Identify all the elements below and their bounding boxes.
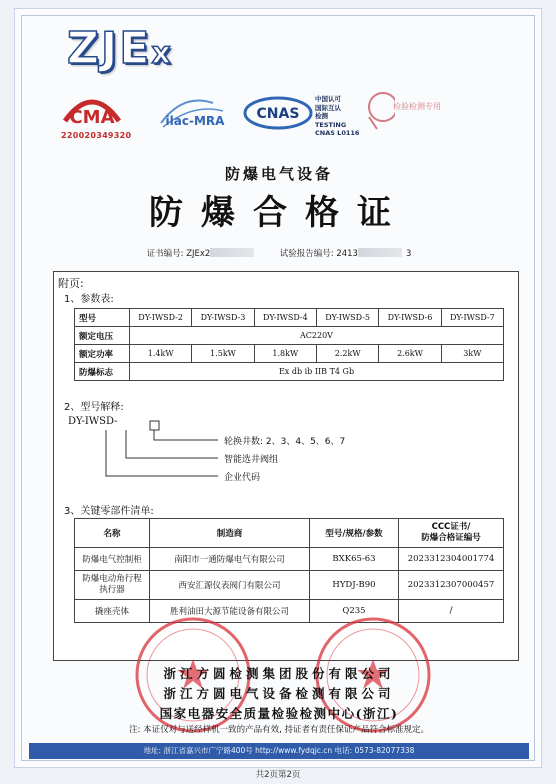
issuing-org-3: 国家电器安全质量检验检测中心(浙江) — [159, 706, 399, 721]
part-name: 防爆电动角行程 执行器 — [75, 571, 150, 600]
model-explanation-diagram — [68, 416, 368, 494]
svg-text:CMA: CMA — [69, 107, 115, 128]
model-bracket-lines — [68, 420, 368, 490]
part-name: 防爆电气控制柜 — [75, 548, 150, 571]
certificate-title: 防爆合格证 — [149, 193, 409, 233]
redaction — [358, 248, 402, 257]
svg-text:ilac-MRA: ilac-MRA — [165, 114, 225, 128]
power-cell: 2.6kW — [379, 345, 441, 363]
part-maker: 南阳市一通防爆电气有限公司 — [150, 548, 310, 571]
report-number-label: 试验报告编号: 2413 — [279, 249, 358, 259]
explanation-company-code: 企业代码 — [224, 473, 261, 483]
part-maker: 胜利油田大源节能设备有限公司 — [150, 600, 310, 623]
components-table — [74, 518, 504, 623]
model-cell: DY-IWSD-5 — [316, 309, 378, 327]
power-header: 额定功率 — [75, 345, 130, 363]
part-name: 撬座壳体 — [75, 600, 150, 623]
power-cell: 1.4kW — [130, 345, 192, 363]
ilac-mra-logo — [153, 93, 237, 141]
explanation-well-count: 轮换井数: 2、3、4、5、6、7 — [224, 437, 346, 447]
part-cert: / — [399, 600, 504, 623]
certificate-numbers — [15, 247, 542, 259]
table-row — [75, 571, 504, 600]
certificate-subtitle: 防爆电气设备 — [224, 165, 333, 183]
power-cell: 2.2kW — [316, 345, 378, 363]
report-number-tail: 3 — [405, 249, 412, 259]
cnas-logo — [243, 93, 313, 137]
table-row — [75, 309, 504, 327]
power-cell: 1.8kW — [254, 345, 316, 363]
section2-title: 2、型号解释: — [64, 402, 124, 413]
mark-header: 防爆标志 — [75, 363, 130, 381]
power-cell: 1.5kW — [192, 345, 254, 363]
issuing-org-1: 浙江方圆检测集团股份有限公司 — [163, 666, 395, 681]
svg-text:CNAS: CNAS — [256, 106, 300, 122]
col-header-model: 型号/规格/参数 — [310, 519, 399, 548]
cma-number: 220020349320 — [61, 131, 132, 140]
appendix-box — [53, 271, 519, 661]
explosion-mark-value: Ex db ib IIB T4 Gb — [130, 363, 504, 381]
parameter-table — [74, 308, 504, 381]
part-cert: 2023312307000457 — [399, 571, 504, 600]
issuing-org-2: 浙江方圆电气设备检测有限公司 — [163, 686, 395, 701]
address-bar: 地址: 浙江省嘉兴市广宁路400号 http://www.fydqjc.cn 电话: 0573-82077338 — [29, 743, 529, 759]
table-row — [75, 548, 504, 571]
cma-logo — [61, 89, 132, 140]
part-maker: 西安汇源仪表阀门有限公司 — [150, 571, 310, 600]
voltage-header: 额定电压 — [75, 327, 130, 345]
cert-number-label: 证书编号: ZJEx2 — [146, 249, 211, 259]
model-cell: DY-IWSD-4 — [254, 309, 316, 327]
col-header-cert: CCC证书/ 防爆合格证编号 — [399, 519, 504, 548]
lab-logo — [365, 89, 395, 137]
model-cell: DY-IWSD-3 — [192, 309, 254, 327]
validity-note: 注: 本证仅对与送经样机一致的产品有效, 持证者有责任保证产品符合标准规定。 — [129, 725, 429, 735]
model-code: DY-IWSD- — [68, 416, 118, 427]
col-header-name: 名称 — [75, 519, 150, 548]
model-header: 型号 — [75, 309, 130, 327]
power-cell: 3kW — [441, 345, 503, 363]
explanation-valve-group: 智能选井阀组 — [224, 455, 279, 465]
section3-title: 3、关键零部件清单: — [64, 506, 154, 517]
cnas-text: 中国认可 国际互认 检测 TESTING CNAS L0116 — [315, 95, 360, 137]
part-model: HYDJ-B90 — [310, 571, 399, 600]
redaction — [210, 248, 254, 257]
table-row — [75, 363, 504, 381]
table-row — [75, 345, 504, 363]
table-row — [75, 327, 504, 345]
part-model: Q235 — [310, 600, 399, 623]
table-row — [75, 519, 504, 548]
appendix-title: 附页: — [58, 277, 84, 290]
section1-title: 1、参数表: — [64, 294, 114, 305]
page-number: 共2页第2页 — [255, 770, 301, 780]
accreditation-logos — [61, 89, 501, 149]
model-cell: DY-IWSD-6 — [379, 309, 441, 327]
part-cert: 2023312304001774 — [399, 548, 504, 571]
voltage-value: AC220V — [130, 327, 504, 345]
model-cell: DY-IWSD-2 — [130, 309, 192, 327]
model-cell: DY-IWSD-7 — [441, 309, 503, 327]
part-model: BXK65-63 — [310, 548, 399, 571]
lab-text: 检验检测专用 — [393, 102, 441, 111]
zjex-logo: ZJEx — [67, 23, 173, 74]
col-header-maker: 制造商 — [150, 519, 310, 548]
certificate-page — [14, 8, 542, 768]
